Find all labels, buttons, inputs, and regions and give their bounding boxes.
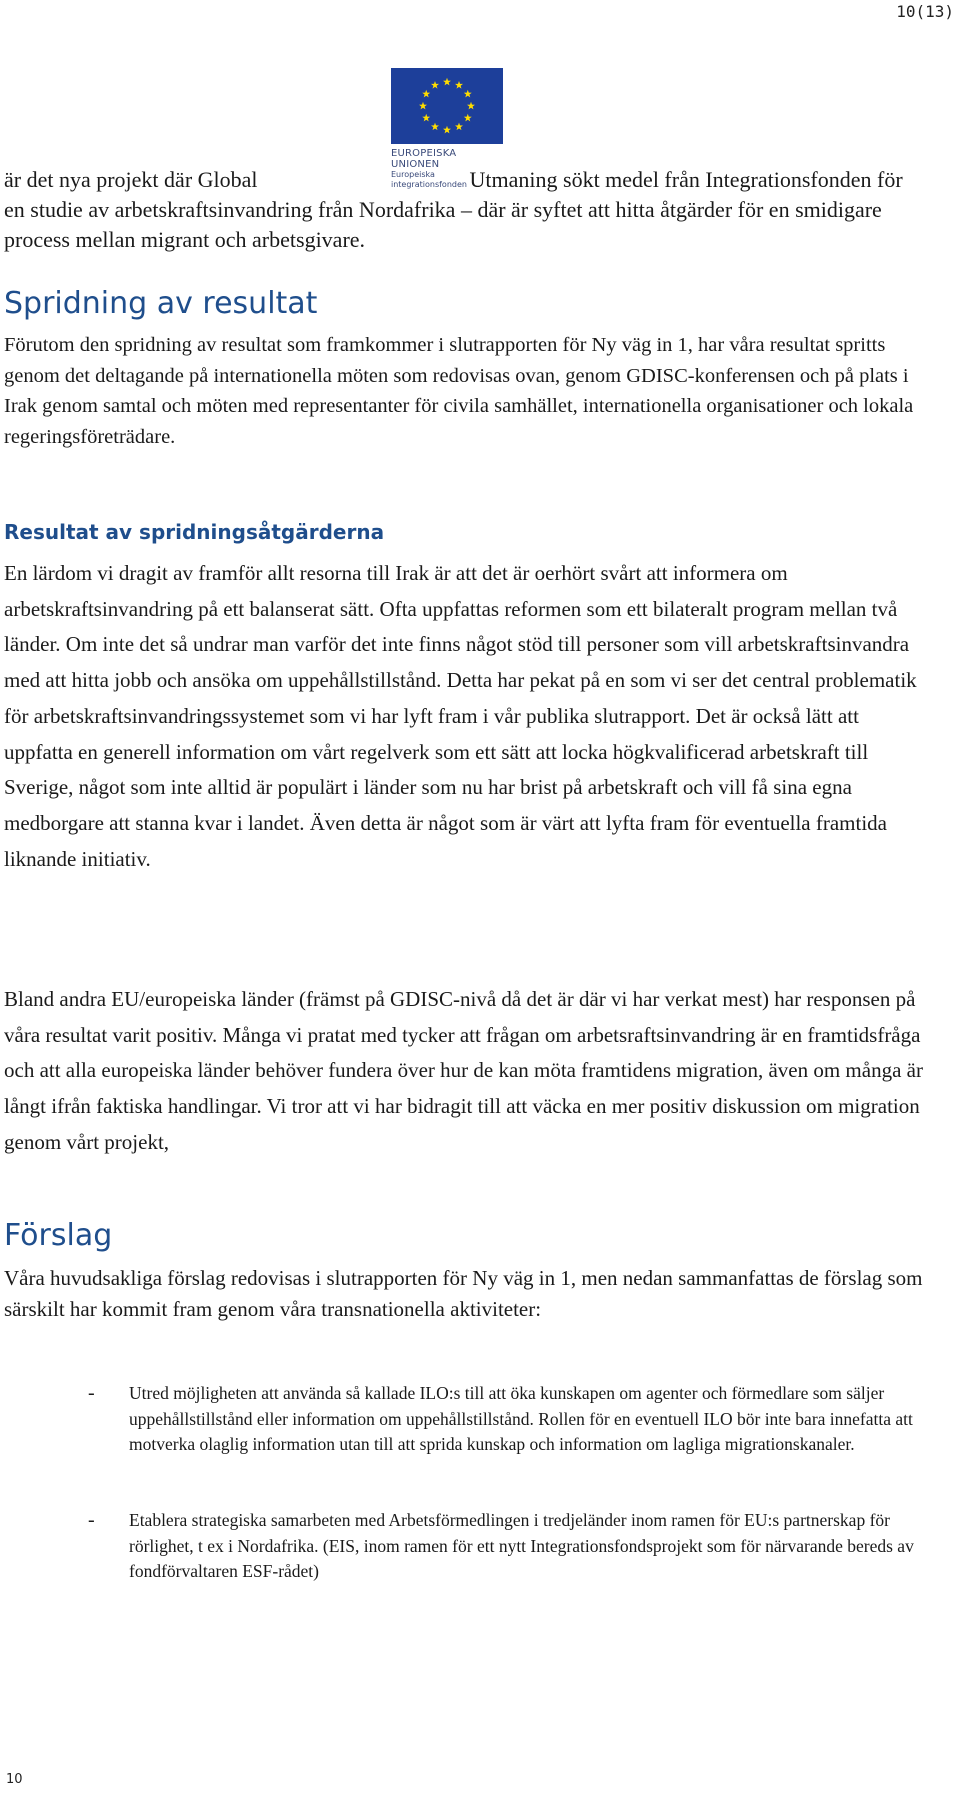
- bullet-text: Etablera strategiska samarbeten med Arbetsförmedlingen i tredjeländer inom ramen för EU:s partnerskap för rörlighet, t ex i Nordafrika. (EIS, inom ramen för ett nytt Integrationsfondsprojekt som för närvarande bereds av fondförvaltaren ESF-rådet): [129, 1510, 914, 1581]
- intro-part1: är det nya projekt där Global: [4, 167, 258, 192]
- eu-logo-name: EUROPEISKA UNIONEN: [391, 148, 457, 170]
- eu-flag-icon: [391, 68, 503, 144]
- section-heading-resultat: Resultat av spridningsåtgärderna: [4, 520, 385, 544]
- eu-logo-subtitle: Europeiska integrationsfonden: [391, 170, 467, 189]
- forslag-paragraph: Våra huvudsakliga förslag redovisas i slutrapporten för Ny väg in 1, men nedan sammanfattas de förslag som särskilt har kommit fram genom våra transnationella aktiviteter:: [4, 1266, 923, 1321]
- section-heading-forslag: Förslag: [4, 1218, 113, 1253]
- page-number: 10(13): [896, 2, 954, 21]
- resultat-paragraph-1: En lärdom vi dragit av framför allt resorna till Irak är att det är oerhört svårt att informera om arbetskraftsinvandring på ett balanserat sätt. Ofta uppfattas reformen som ett bilateralt program mellan två länder. Om inte det så undrar man varför det inte finns något stöd till personer som vill arbetskraftsinvandra med att hitta jobb och ansöka om uppehållstillstånd. Detta har pekat på en som vi ser det central problematik för arbetskraftsinvandringssystemet som vi har lyft fram i vår publika slutrapport. Det är också lätt att uppfatta en generell information om vårt regelverk som ett sätt att locka högkvalificerad arbetskraft till Sverige, något som inte alltid är populärt i länder som nu har brist på arbetskraft och vill få sina egna medborgare att stanna kvar i landet. Även detta är något som är värt att lyfta fram för eventuella framtida liknande initiativ.: [4, 561, 917, 871]
- footer-page-number: 10: [6, 1772, 23, 1787]
- spridning-paragraph: Förutom den spridning av resultat som framkommer i slutrapporten för Ny väg in 1, har våra resultat spritts genom det deltagande på internationella möten som redovisas ovan, genom GDISC-konferensen och på plats i Irak genom samtal och möten med representanter för civila samhället, internationella organisationer och lokala regeringsföreträdare.: [4, 334, 914, 448]
- resultat-paragraph-2: Bland andra EU/europeiska länder (främst på GDISC-nivå då det är där vi har verkat mest) har responsen på våra resultat varit positiv. Många vi pratat med tycker att frågan om arbetsraftsinvandring är en framtidsfråga och att alla europeiska länder behöver fundera över hur de kan möta framtidens migration, även om många är långt ifrån faktiska handlingar. Vi tror att vi har bidragit till att väcka en mer positiv diskussion om migration genom vårt projekt,: [4, 987, 923, 1154]
- bullet-dash: -: [88, 1509, 95, 1531]
- intro-part2: Utmaning sökt medel från Integrationsfonden för en studie av arbetskraftsinvandring från Nordafrika – där är syftet att hitta åtgärder för en smidigare process mellan migrant och arbetsgivare.: [4, 167, 903, 252]
- bullet-dash: -: [88, 1382, 95, 1404]
- intro-paragraph: [4, 165, 924, 255]
- section-heading-spridning: Spridning av resultat: [4, 286, 318, 321]
- bullet-text: Utred möjligheten att använda så kallade ILO:s till att öka kunskapen om agenter och förmedlare som säljer uppehållstillstånd eller information om uppehållstillstånd. Rollen för en eventuell ILO bör inte bara innefatta att motverka olaglig information utan till att sprida kunskap och information om lagliga migrationskanaler.: [129, 1383, 913, 1454]
